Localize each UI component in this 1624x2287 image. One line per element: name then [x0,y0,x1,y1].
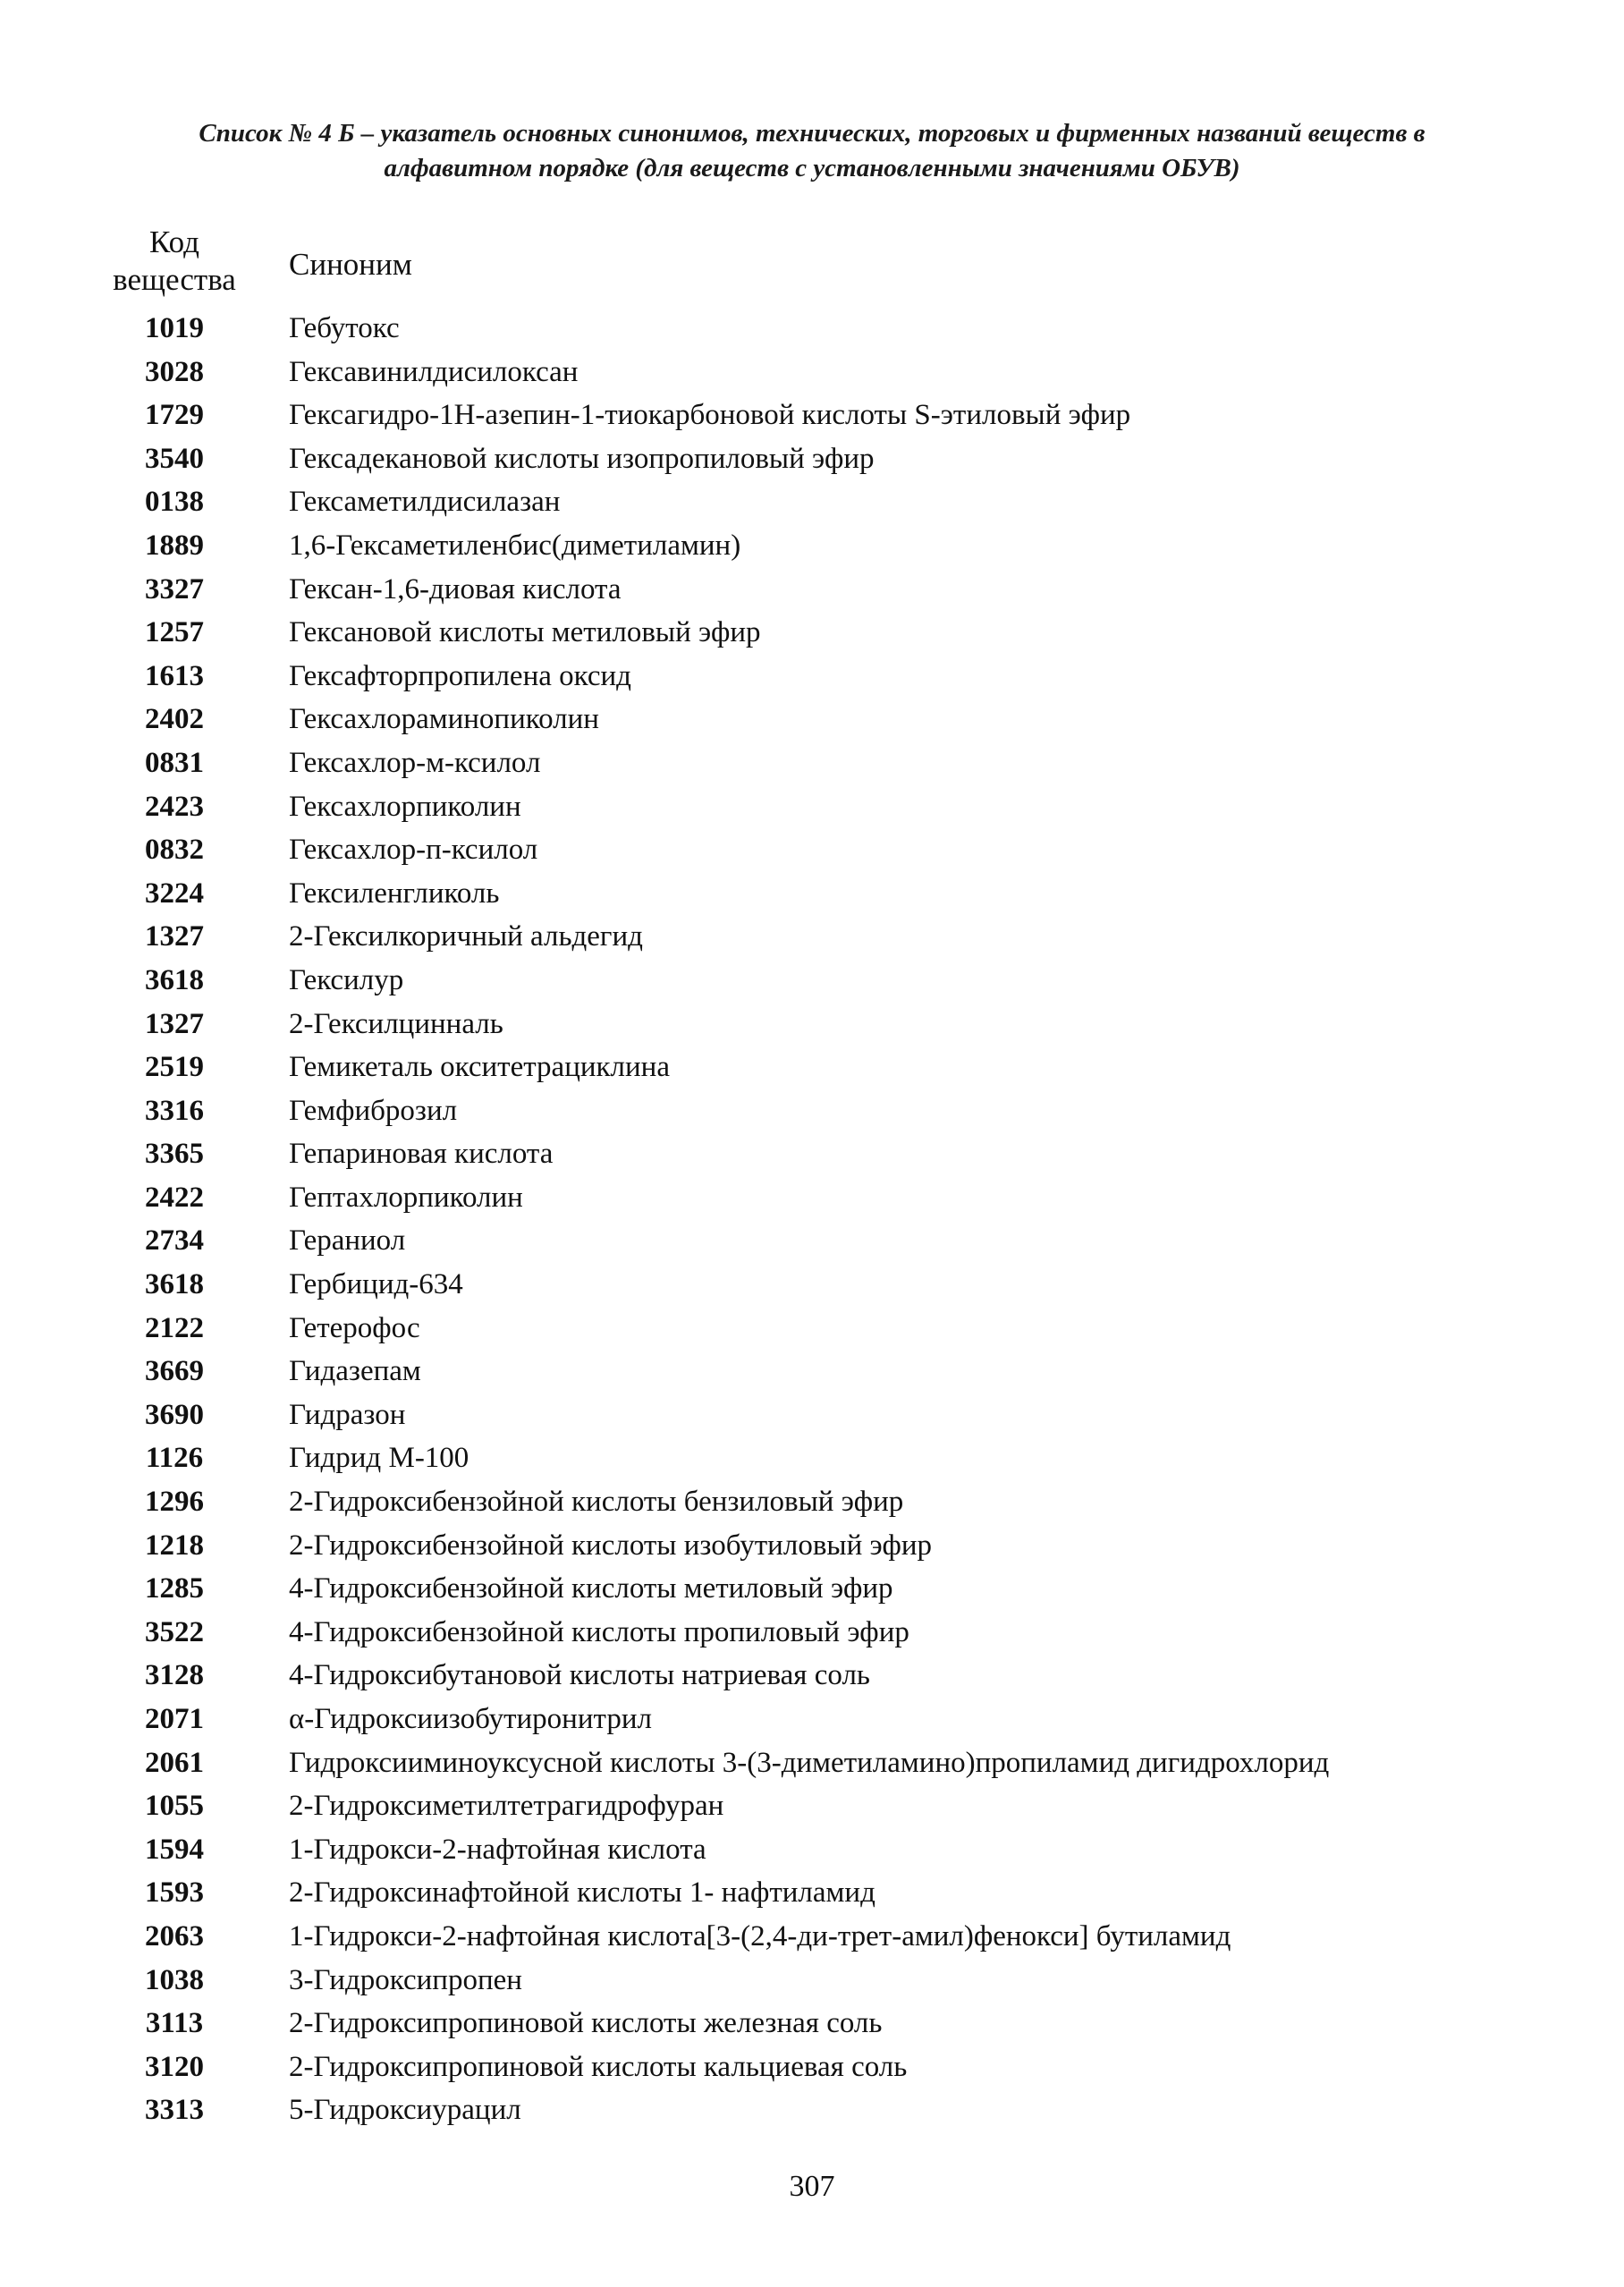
substance-code: 2519 [145,1051,204,1084]
code-column-header-line-1: Код [149,224,199,259]
synonym-name: 1-Гидрокси-2-нафтойная кислота [289,1833,706,1866]
synonym-name: Гептахлорпиколин [289,1181,523,1214]
table-row [0,1046,1624,1089]
substance-code: 1055 [145,1790,204,1823]
substance-code: 1327 [145,1007,204,1040]
table-row [0,1871,1624,1915]
table-row [0,524,1624,568]
substance-code: 2071 [145,1703,204,1735]
substance-code: 3365 [145,1138,204,1171]
substance-code: 2422 [145,1181,204,1214]
table-row [0,1654,1624,1698]
synonym-name: Гексагидро-1Н-азепин-1-тиокарбоновой кислоты S-этиловый эфир [289,399,1131,432]
substance-code: 1889 [145,529,204,562]
table-row [0,828,1624,872]
synonym-name: Гексан-1,6-диовая кислота [289,572,622,606]
synonym-name: α-Гидроксиизобутиронитрил [289,1703,652,1735]
substance-code: 3120 [145,2050,204,2083]
substance-code: 2063 [145,1919,204,1952]
synonym-name: 2-Гидроксибензойной кислоты бензиловый эфир [289,1486,904,1519]
table-row [0,1480,1624,1524]
synonym-name: 2-Гексилкоричный альдегид [289,920,643,953]
synonym-name: Гексахлорпиколин [289,790,521,823]
substance-code: 1019 [145,312,204,344]
table-row [0,1784,1624,1828]
table-row [0,741,1624,785]
synonym-name: 3-Гидроксипропен [289,1963,522,1996]
synonym-name: 4-Гидроксибутановой кислоты натриевая соль [289,1659,870,1692]
page-title [54,116,1570,186]
table-row [0,785,1624,829]
table-row [0,1915,1624,1959]
substance-code: 1285 [145,1572,204,1605]
synonym-name: 2-Гидроксибензойной кислоты изобутиловый эфир [289,1529,932,1562]
synonym-name: Гексавинилдисилоксан [289,355,579,388]
substance-code: 3618 [145,963,204,996]
synonym-name: Гексиленгликоль [289,877,500,910]
synonym-name: Гексилур [289,963,404,996]
page-title-line-2: алфавитном порядке (для веществ с установленными значениями ОБУВ) [384,154,1240,182]
substance-code: 3522 [145,1615,204,1648]
table-row [0,394,1624,437]
synonym-name: 2-Гидроксиметилтетрагидрофуран [289,1790,724,1823]
substance-code: 1296 [145,1486,204,1519]
table-row [0,1307,1624,1351]
substance-code: 0831 [145,746,204,779]
table-row [0,698,1624,741]
table-row [0,915,1624,959]
substance-code: 1218 [145,1529,204,1562]
synonym-name: Гепариновая кислота [289,1138,554,1171]
table-row [0,1393,1624,1437]
substance-code: 2423 [145,790,204,823]
synonym-table-body [0,307,1624,2132]
synonym-name: Гемикеталь окситетрациклина [289,1051,670,1084]
synonym-name: Гидразон [289,1398,406,1431]
table-row [0,1959,1624,2003]
substance-code: 2061 [145,1746,204,1779]
substance-code: 2402 [145,703,204,736]
table-row [0,1567,1624,1611]
synonym-name: Гексахлораминопиколин [289,703,599,736]
substance-code: 3316 [145,1094,204,1127]
table-row [0,1176,1624,1220]
substance-code: 1613 [145,659,204,692]
page-number: 307 [789,2170,835,2203]
synonym-name: Гемфиброзил [289,1094,458,1127]
table-row [0,1350,1624,1393]
table-row [0,1828,1624,1872]
synonym-name: 4-Гидроксибензойной кислоты пропиловый эфир [289,1615,909,1648]
synonym-name: 2-Гидроксинафтойной кислоты 1- нафтиламид [289,1876,875,1910]
synonym-name: 2-Гексилцинналь [289,1007,503,1040]
synonym-name: Гексаметилдисилазан [289,486,561,519]
substance-code: 3028 [145,355,204,388]
table-row [0,1003,1624,1046]
substance-code: 0832 [145,834,204,867]
synonym-name: Гексадекановой кислоты изопропиловый эфир [289,442,875,475]
table-row [0,1436,1624,1480]
substance-code: 1327 [145,920,204,953]
substance-code: 3540 [145,442,204,475]
substance-code: 3669 [145,1355,204,1388]
table-row [0,1524,1624,1568]
synonym-name: Гетерофос [289,1311,420,1344]
synonym-name: 2-Гидроксипропиновой кислоты железная соль [289,2007,883,2040]
substance-code: 1729 [145,399,204,432]
table-row [0,655,1624,699]
synonym-name: Гексахлор-п-ксилол [289,834,538,867]
substance-code: 3690 [145,1398,204,1431]
substance-code: 3327 [145,572,204,606]
table-row [0,351,1624,394]
synonym-name: 2-Гидроксипропиновой кислоты кальциевая соль [289,2050,908,2083]
table-row [0,1611,1624,1655]
table-row [0,872,1624,916]
substance-code: 0138 [145,486,204,519]
synonym-name: Гексафторпропилена оксид [289,659,631,692]
table-row [0,2088,1624,2132]
substance-code: 1257 [145,616,204,649]
synonym-name: Гидазепам [289,1355,421,1388]
table-row [0,307,1624,351]
table-row [0,1132,1624,1176]
table-row [0,2002,1624,2046]
substance-code: 3113 [145,2007,204,2040]
synonym-name: Гидроксииминоуксусной кислоты 3-(3-диметиламино)пропиламид дигидрохлорид [289,1746,1330,1779]
substance-code: 1593 [145,1876,204,1910]
table-row [0,1698,1624,1741]
substance-code: 3224 [145,877,204,910]
synonym-name: Гебутокс [289,312,400,344]
synonym-name: Гидрид М-100 [289,1442,469,1475]
table-row [0,568,1624,612]
table-row [0,1263,1624,1307]
substance-code: 3128 [145,1659,204,1692]
substance-code: 3313 [145,2094,204,2127]
code-column-header [98,224,250,299]
substance-code: 2734 [145,1224,204,1258]
synonym-name: Гераниол [289,1224,406,1258]
synonym-name: Гексановой кислоты метиловый эфир [289,616,761,649]
table-row [0,1741,1624,1785]
table-row [0,611,1624,655]
page-title-line-1: Список № 4 Б – указатель основных синонимов, технических, торговых и фирменных названий веществ в [199,119,1425,148]
table-row [0,1219,1624,1263]
table-row [0,1089,1624,1133]
code-column-header-line-2: вещества [113,262,236,297]
table-row [0,480,1624,524]
synonym-name: 5-Гидроксиурацил [289,2094,521,2127]
substance-code: 1594 [145,1833,204,1866]
synonym-name: 4-Гидроксибензойной кислоты метиловый эфир [289,1572,893,1605]
synonym-name: 1-Гидрокси-2-нафтойная кислота[3-(2,4-ди-трет-амил)фенокси] бутиламид [289,1919,1231,1952]
synonym-name: 1,6-Гексаметиленбис(диметиламин) [289,529,741,562]
table-row [0,437,1624,481]
table-row [0,2046,1624,2089]
table-row [0,959,1624,1003]
substance-code: 1126 [145,1442,204,1475]
synonym-name: Гексахлор-м-ксилол [289,746,541,779]
synonym-name: Гербицид-634 [289,1268,463,1301]
substance-code: 3618 [145,1268,204,1301]
substance-code: 2122 [145,1311,204,1344]
substance-code: 1038 [145,1963,204,1996]
synonym-column-header: Синоним [289,247,412,282]
